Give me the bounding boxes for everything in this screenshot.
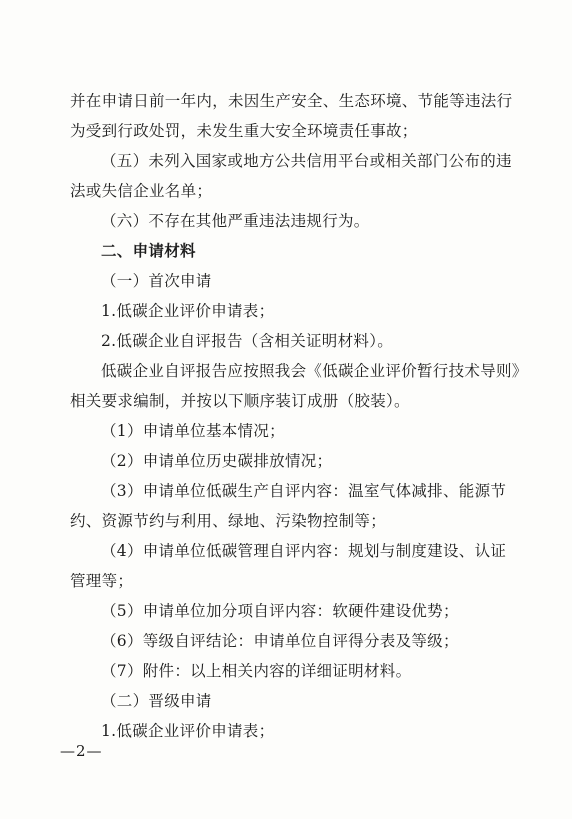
text-line: 低碳企业自评报告应按照我会《低碳企业评价暂行技术导则》 <box>101 362 528 380</box>
text-line: 法或失信企业名单； <box>70 182 213 200</box>
text-line: （4）申请单位低碳管理自评内容：规划与制度建设、认证 <box>101 542 507 560</box>
text-line: （7）附件：以上相关内容的详细证明材料。 <box>101 662 412 680</box>
text-line: （1）申请单位基本情况； <box>101 422 285 440</box>
text-line: 约、资源节约与利用、绿地、污染物控制等； <box>70 512 387 530</box>
text-line: （2）申请单位历史碳排放情况； <box>101 452 333 470</box>
text-line: （一）首次申请 <box>101 272 212 290</box>
text-line: 并在申请日前一年内，未因生产安全、生态环境、节能等违法行 <box>70 92 513 110</box>
text-line: （3）申请单位低碳生产自评内容：温室气体减排、能源节 <box>101 482 507 500</box>
text-line: 为受到行政处罚，未发生重大安全环境责任事故； <box>70 122 418 140</box>
text-line: 1.低碳企业评价申请表； <box>101 722 275 740</box>
section-heading: 二、申请材料 <box>101 242 196 260</box>
text-line: （五）未列入国家或地方公共信用平台或相关部门公布的违 <box>101 152 512 170</box>
text-line: （6）等级自评结论：申请单位自评得分表及等级； <box>101 632 459 650</box>
text-line: 相关要求编制，并按以下顺序装订成册（胶装）。 <box>70 392 410 410</box>
body-text <box>70 86 528 746</box>
text-line: 2.低碳企业自评报告（含相关证明材料）。 <box>101 332 394 350</box>
text-line: （5）申请单位加分项自评内容：软硬件建设优势； <box>101 602 459 620</box>
text-line: 管理等； <box>70 572 134 590</box>
text-line: （六）不存在其他严重违法违规行为。 <box>101 212 370 230</box>
page-number: —2— <box>60 742 103 760</box>
text-line: 1.低碳企业评价申请表； <box>101 302 275 320</box>
text-line: （二）晋级申请 <box>101 692 212 710</box>
